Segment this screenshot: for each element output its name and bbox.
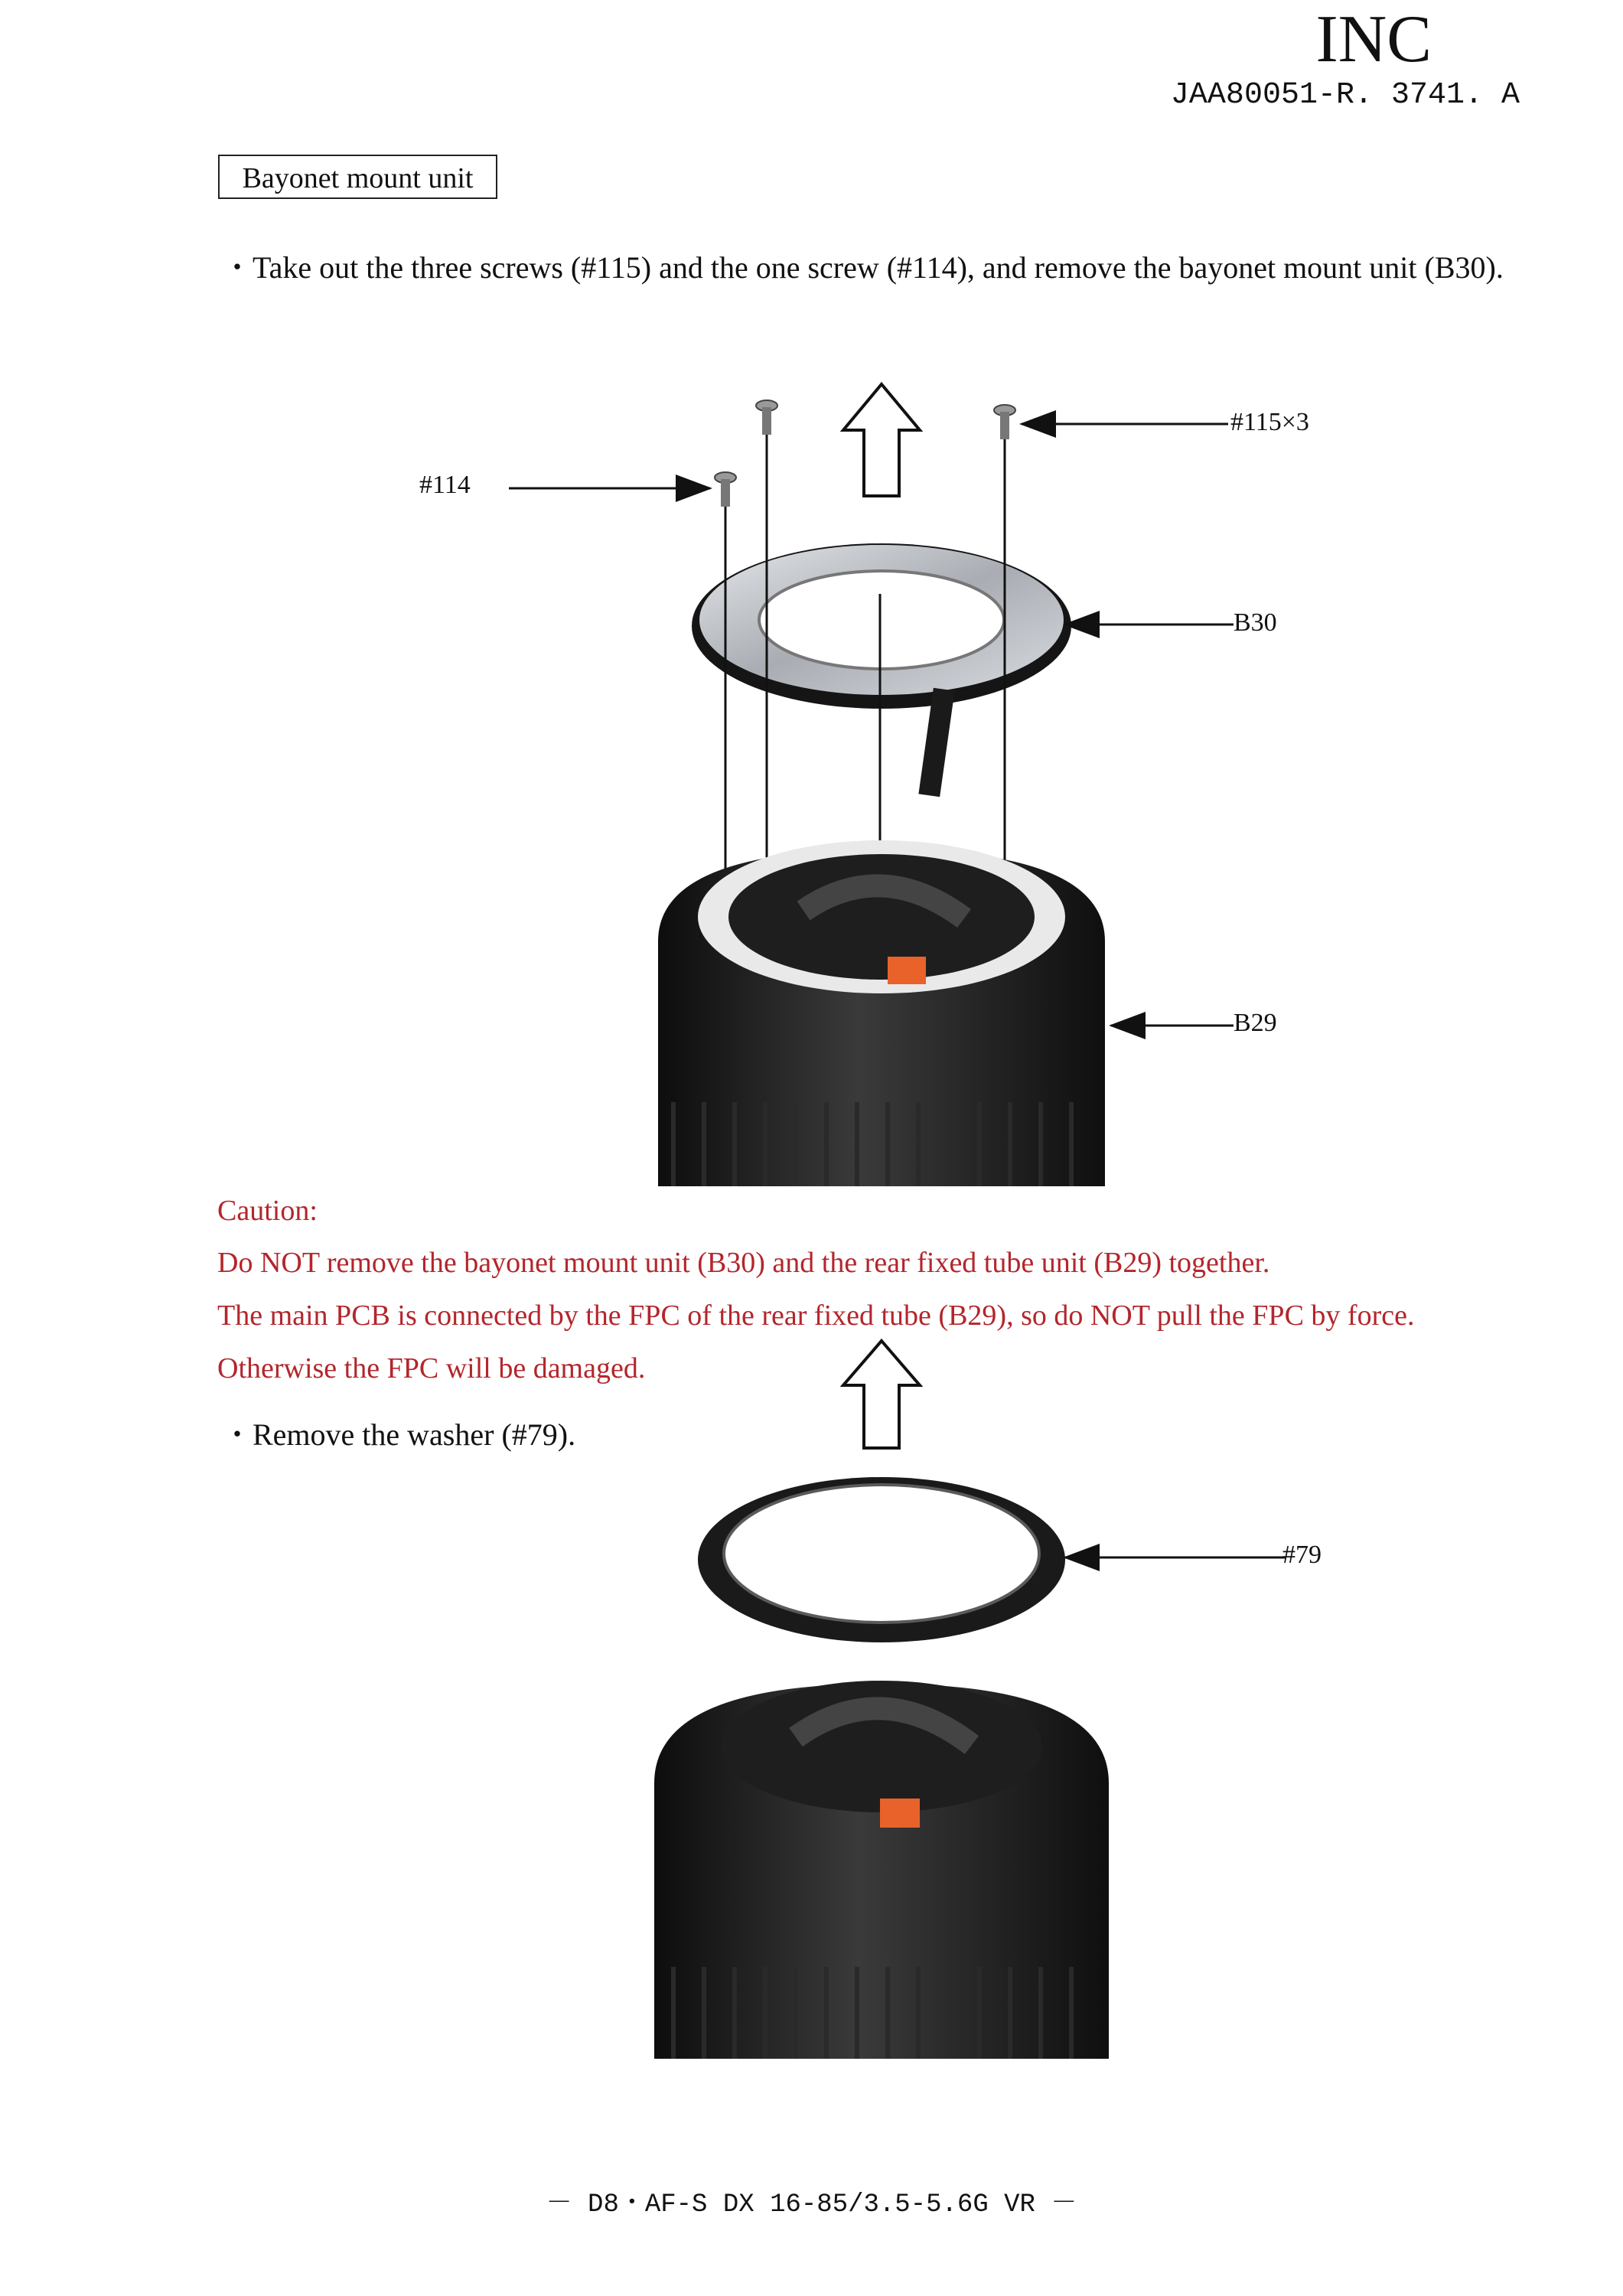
company-name: INC [1315,2,1432,77]
caution-heading: Caution: [217,1195,318,1227]
lens-rear-view [654,1681,1109,2059]
step-2-text: ・Remove the washer (#79). [222,1417,576,1452]
caution-line-2: The main PCB is connected by the FPC of the rear fixed tube (B29), so do NOT pull the FPC by force. [217,1300,1415,1332]
section-title: Bayonet mount unit [218,155,497,199]
label-mount-b30: B30 [1234,608,1277,637]
removal-arrow-icon [843,1341,920,1448]
screw-icon [994,405,1015,439]
step-1-text: ・Take out the three screws (#115) and the one screw (#114), and remove the bayonet mount unit (B30). [222,250,1504,285]
screw-icon [715,472,736,507]
screw-icon [756,400,777,435]
label-screw-115: #115×3 [1230,408,1309,436]
washer-79 [698,1477,1065,1642]
bayonet-mount-b30 [692,543,1071,797]
caution-line-3: Otherwise the FPC will be damaged. [217,1352,646,1384]
label-screw-114: #114 [419,471,471,499]
label-washer-79: #79 [1282,1541,1322,1569]
removal-arrow-icon [843,384,920,496]
rear-fixed-tube-b29 [658,840,1105,1186]
label-tube-b29: B29 [1234,1009,1277,1037]
document-id: JAA80051-R. 3741. A [1170,78,1520,113]
page-footer: － D8・AF-S DX 16-85/3.5-5.6G VR － [546,2190,1077,2219]
caution-line-1: Do NOT remove the bayonet mount unit (B30) and the rear fixed tube unit (B29) together. [217,1247,1270,1279]
